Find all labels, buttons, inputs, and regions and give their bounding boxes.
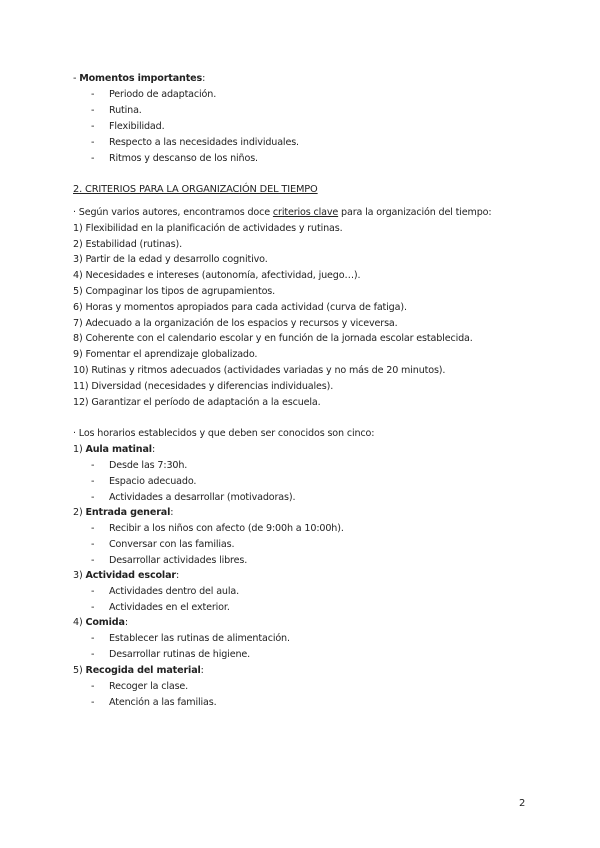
list-item: - Respecto a las necesidades individuales. — [91, 137, 299, 148]
criteria-item: 8) Coherente con el calendario escolar y en función de la jornada escolar establecida. — [73, 333, 473, 344]
list-item: - Desarrollar rutinas de higiene. — [91, 649, 251, 660]
list-item: - Desde las 7:30h. — [91, 460, 188, 471]
list-item: - Actividades en el exterior. — [91, 602, 230, 613]
list-item: - Atención a las familias. — [91, 697, 217, 708]
list-item: - Recibir a los niños con afecto (de 9:00h a 10:00h). — [91, 523, 344, 534]
horario-heading: 1) Aula matinal: — [73, 444, 156, 455]
criteria-item: 7) Adecuado a la organización de los espacios y recursos y viceversa. — [73, 318, 398, 329]
horario-heading: 3) Actividad escolar: — [73, 570, 180, 581]
criteria-item: 5) Compaginar los tipos de agrupamientos. — [73, 286, 276, 297]
section-heading: 2. CRITERIOS PARA LA ORGANIZACIÓN DEL TIEMPO — [73, 184, 318, 195]
list-item: - Actividades a desarrollar (motivadoras). — [91, 492, 296, 503]
list-item: - Conversar con las familias. — [91, 539, 235, 550]
criteria-item: 3) Partir de la edad y desarrollo cognitivo. — [73, 254, 268, 265]
page-number: 2 — [519, 798, 526, 809]
criteria-intro: · Según varios autores, encontramos doce criterios clave para la organización del tiempo: — [73, 207, 492, 218]
criteria-item: 9) Fomentar el aprendizaje globalizado. — [73, 349, 258, 360]
criteria-item: 1) Flexibilidad en la planificación de actividades y rutinas. — [73, 223, 343, 234]
list-item: - Flexibilidad. — [91, 121, 165, 132]
momentos-heading: - Momentos importantes: — [73, 73, 206, 84]
list-item: - Desarrollar actividades libres. — [91, 555, 248, 566]
criteria-item: 4) Necesidades e intereses (autonomía, afectividad, juego…). — [73, 270, 361, 281]
horario-heading: 2) Entrada general: — [73, 507, 174, 518]
criteria-item: 2) Estabilidad (rutinas). — [73, 239, 182, 250]
list-item: - Establecer las rutinas de alimentación. — [91, 633, 290, 644]
criteria-item: 11) Diversidad (necesidades y diferencias individuales). — [73, 381, 334, 392]
list-item: - Rutina. — [91, 105, 142, 116]
criteria-item: 6) Horas y momentos apropiados para cada actividad (curva de fatiga). — [73, 302, 407, 313]
criteria-item: 12) Garantizar el período de adaptación a la escuela. — [73, 397, 321, 408]
list-item: - Actividades dentro del aula. — [91, 586, 239, 597]
criterios-clave-link: criterios clave — [272, 207, 339, 218]
horario-heading: 5) Recogida del material: — [73, 665, 204, 676]
criteria-item: 10) Rutinas y ritmos adecuados (actividades variadas y no más de 20 minutos). — [73, 365, 446, 376]
horario-heading: 4) Comida: — [73, 617, 128, 628]
list-item: - Recoger la clase. — [91, 681, 189, 692]
horarios-intro: · Los horarios establecidos y que deben ser conocidos son cinco: — [73, 428, 375, 439]
list-item: - Espacio adecuado. — [91, 476, 197, 487]
list-item: - Ritmos y descanso de los niños. — [91, 153, 258, 164]
list-item: - Periodo de adaptación. — [91, 89, 217, 100]
